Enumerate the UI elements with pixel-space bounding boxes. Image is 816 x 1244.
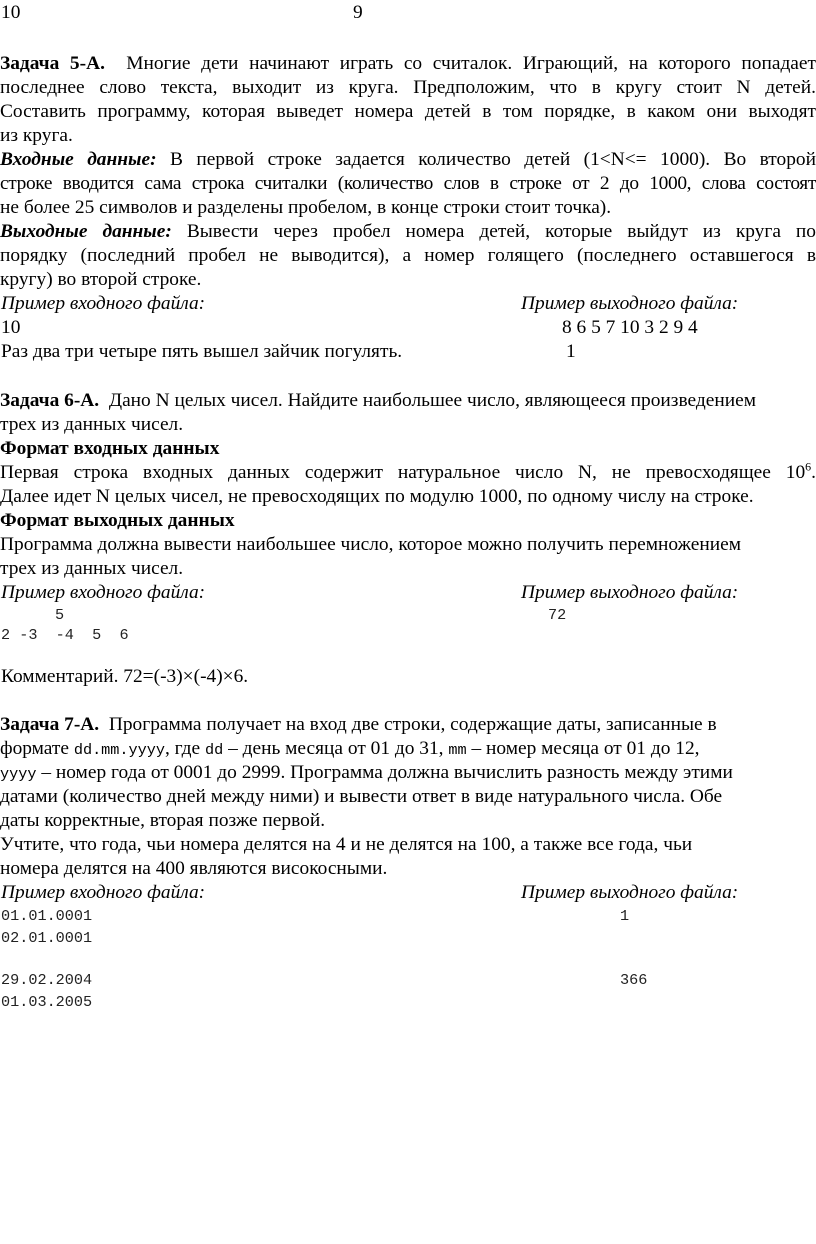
task5-line2: последнее слово текста, выходит из круга. Предположим, что в кругу стоит N детей. (0, 77, 816, 98)
task6-example-output-label: Пример выходного файла: (521, 582, 739, 603)
task5-output-line2: порядку (последний пробел не выводится), а номер голящего (последнего оставшегося в (0, 245, 816, 266)
task5-title: Задача 5-А. (0, 53, 105, 74)
task7-example1-input-1: 01.01.0001 (1, 907, 93, 925)
task5-line3: Составить программу, которая выведет номера детей в том порядке, в каком они выходят (0, 101, 816, 122)
task6-title: Задача 6-А. (0, 390, 100, 411)
task6-output-line2: трех из данных чисел. (0, 558, 184, 579)
task6-input-heading: Формат входных данных (0, 438, 220, 459)
task7-line2: формате dd.mm.yyyy, где dd – день месяца от 01 до 31, mm – номер месяца от 01 до 12, (0, 738, 700, 759)
task6-line2: трех из данных чисел. (0, 414, 184, 435)
task5-example-input-1: 10 (1, 317, 21, 338)
task6-output-heading: Формат выходных данных (0, 510, 235, 531)
page-number-left: 10 (1, 2, 21, 23)
task7-example-output-label: Пример выходного файла: (521, 882, 739, 903)
task5-example-input-label: Пример входного файла: (1, 293, 206, 314)
task7-example2-input-1: 29.02.2004 (1, 971, 93, 989)
task7-example2-output: 366 (620, 971, 648, 989)
task7-example1-output: 1 (620, 907, 630, 925)
task5-input-label: Входные данные: (0, 149, 157, 170)
task7-line7: номера делятся на 400 являются високосными. (0, 858, 388, 879)
task6-output-line1: Программа должна вывести наибольшее число, которое можно получить перемножением (0, 534, 741, 555)
task5-example-output-2: 1 (566, 341, 576, 362)
task7-line6: Учтите, что года, чьи номера делятся на 4 и не делятся на 100, а также все года, чьи (0, 834, 693, 855)
task7-line5: даты корректные, вторая позже первой. (0, 810, 326, 831)
task7-line4: датами (количество дней между ними) и вывести ответ в виде натурального числа. Обе (0, 786, 723, 807)
task6-example-input-2: 2 -3 -4 5 6 (1, 626, 129, 644)
task7-example2-input-2: 01.03.2005 (1, 993, 93, 1011)
task6-example-input-label: Пример входного файла: (1, 582, 206, 603)
task5-line1: Задача 5-А. Многие дети начинают играть со считалок. Играющий, на которого попадает (0, 53, 816, 74)
task6-input-line2: Далее идет N целых чисел, не превосходящих по модулю 1000, по одному числу на строке. (0, 486, 754, 507)
task6-example-input-1: 5 (55, 606, 65, 624)
task7-example-input-label: Пример входного файла: (1, 882, 206, 903)
task7-line1: Задача 7-А. Программа получает на вход две строки, содержащие даты, записанные в (0, 714, 717, 735)
task5-example-output-1: 8 6 5 7 10 3 2 9 4 (562, 317, 698, 338)
task6-comment: Комментарий. 72=(-3)×(-4)×6. (1, 666, 249, 687)
task5-output-label: Выходные данные: (0, 221, 172, 242)
task7-example1-input-2: 02.01.0001 (1, 929, 93, 947)
task5-line4: из круга. (0, 125, 73, 146)
task5-example-input-2: Раз два три четыре пять вышел зайчик погулять. (1, 341, 403, 362)
task7-line3: yyyy – номер года от 0001 до 2999. Программа должна вычислить разность между этими (0, 762, 733, 783)
task6-example-output-1: 72 (548, 606, 567, 624)
task5-input-line2: строке вводится сама строка считалки (количество слов в строке от 2 до 1000, слова состоят (0, 173, 816, 194)
task7-title: Задача 7-А. (0, 714, 100, 735)
task6-line1: Задача 6-А. Дано N целых чисел. Найдите наибольшее число, являющееся произведением (0, 390, 756, 411)
page-number-center: 9 (353, 2, 363, 23)
task5-example-output-label: Пример выходного файла: (521, 293, 739, 314)
task6-input-line1: Первая строка входных данных содержит натуральное число N, не превосходящее $10^6$. (0, 459, 816, 483)
task5-output-line1: Выходные данные: Вывести через пробел номера детей, которые выйдут из круга по (0, 221, 816, 242)
task5-output-line3: кругу) во второй строке. (0, 269, 202, 290)
task5-input-line1: Входные данные: В первой строке задается количество детей (1<N<= 1000). Во второй (0, 149, 816, 170)
task5-input-line3: не более 25 символов и разделены пробелом, в конце строки стоит точка). (0, 197, 612, 218)
